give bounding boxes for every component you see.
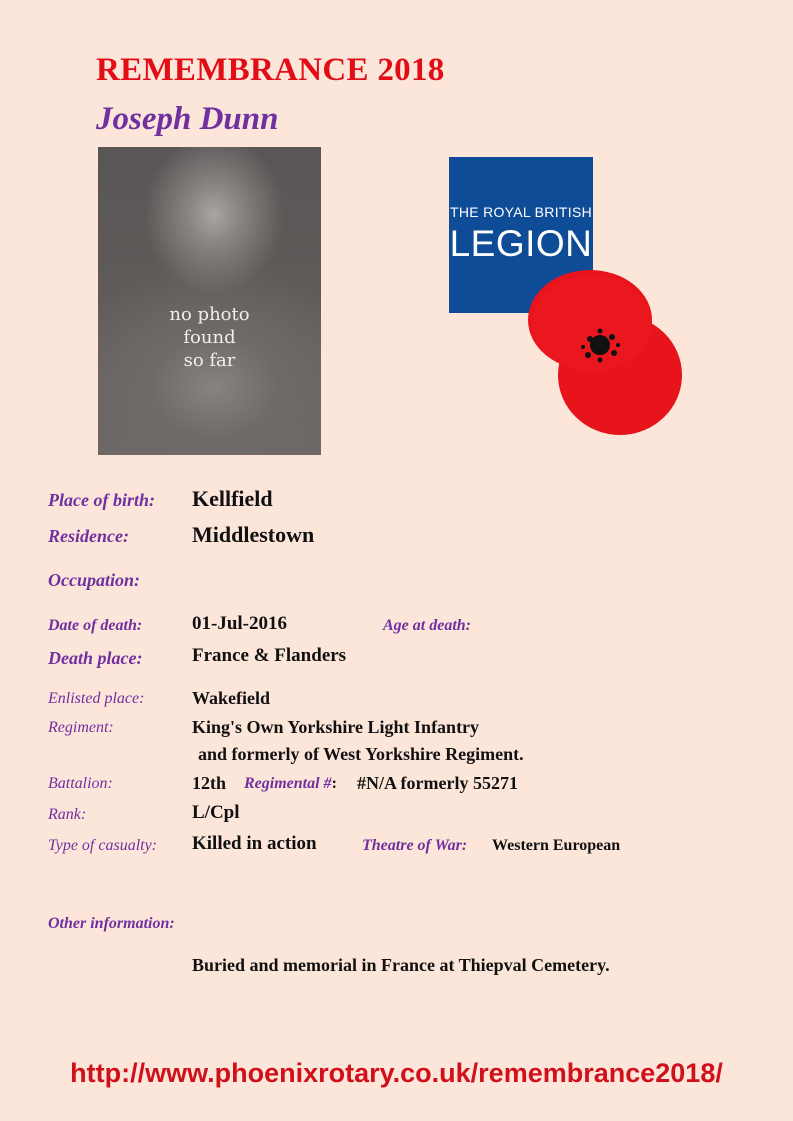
other-information-value: Buried and memorial in France at Thiepval Cemetery. — [192, 955, 610, 975]
regimental-number-value: #N/A formerly 55271 — [357, 773, 518, 793]
portrait-placeholder — [98, 147, 321, 455]
logo-main-text: LEGION — [449, 223, 593, 264]
poppy-icon — [520, 265, 690, 440]
residence-value: Middlestown — [192, 522, 315, 547]
occupation-label: Occupation: — [48, 570, 140, 590]
enlisted-place-value: Wakefield — [192, 688, 271, 708]
regiment-label: Regiment: — [48, 719, 114, 736]
age-at-death-label: Age at death: — [383, 617, 471, 634]
website-url[interactable]: http://www.phoenixrotary.co.uk/remembrance2018/ — [70, 1058, 723, 1088]
enlisted-place-label: Enlisted place: — [48, 690, 145, 707]
date-of-death-label: Date of death: — [48, 617, 143, 634]
regiment-value: King's Own Yorkshire Light Infantry — [192, 717, 480, 737]
logo-top-text: THE ROYAL BRITISH — [449, 204, 592, 220]
place-of-birth-label: Place of birth: — [48, 490, 155, 510]
other-information-label: Other information: — [48, 915, 175, 932]
death-place-value: France & Flanders — [192, 645, 347, 666]
theatre-of-war-value: Western European — [492, 837, 621, 854]
death-place-label: Death place: — [48, 648, 143, 668]
date-of-death-value: 01-Jul-2016 — [192, 613, 287, 634]
rank-value: L/Cpl — [192, 802, 240, 823]
page-title: REMEMBRANCE 2018 — [96, 52, 445, 88]
battalion-label: Battalion: — [48, 775, 113, 792]
soldier-name: Joseph Dunn — [96, 101, 279, 137]
theatre-of-war-label: Theatre of War: — [362, 837, 468, 854]
residence-label: Residence: — [48, 526, 129, 546]
no-photo-caption: no photo found so far — [169, 304, 250, 371]
regiment-former-value: and formerly of West Yorkshire Regiment. — [198, 744, 524, 764]
place-of-birth-value: Kellfield — [192, 486, 273, 511]
type-of-casualty-value: Killed in action — [192, 833, 317, 854]
battalion-value: 12th — [192, 773, 227, 793]
regimental-number-label: Regimental #: — [244, 775, 337, 792]
rank-label: Rank: — [48, 806, 87, 823]
type-of-casualty-label: Type of casualty: — [48, 837, 158, 854]
